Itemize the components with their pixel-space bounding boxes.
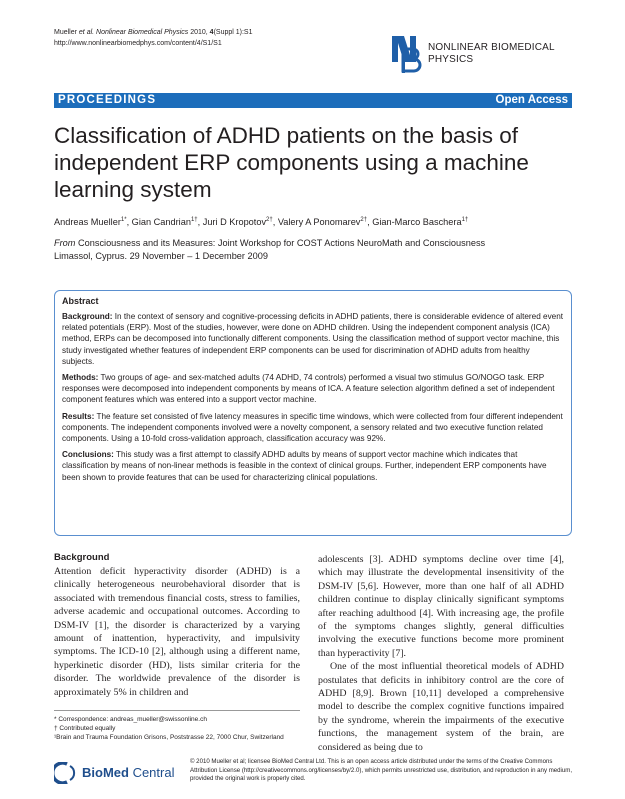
affiliation-note: ¹Brain and Trauma Foundation Grisons, Poststrasse 22, 7000 Chur, Switzerland [54, 734, 284, 741]
abstract-results: Results: The feature set consisted of five latency measures in specific time windows, which were collected from four different independent components. The independent components involved were a novelty component, a sensory related and two executive function related components. Using a 10-fold cross-validation approach, classification accuracy was 92%. [62, 411, 563, 444]
publisher-logo [54, 762, 174, 784]
abstract-conclusions: Conclusions: This study was a first attempt to classify ADHD adults by means of support vector machine which indicates that classification by means of non-linear methods is feasible in the context of clinical groups. Further, independent ERP components have been shown to provide features that can be used for characterizing clinical populations. [62, 450, 547, 482]
cite-authors: Mueller [54, 29, 79, 36]
banner-section-label: PROCEEDINGS [58, 94, 157, 106]
abstract-box [54, 290, 572, 536]
correspondence-note: * Correspondence: andreas_mueller@swissonline.ch [54, 716, 207, 723]
cite-year: 2010, [188, 29, 210, 36]
license-text: © 2010 Mueller et al; licensee BioMed Central Ltd. This is an open access article distributed under the terms of the Creative Commons Attribution License (http://creativecommons.org/licenses/by/2.0), which permits unrestricted use, distribution, and reproduction in any medium, provided the original work is properly cited. [190, 758, 573, 783]
body-paragraph: adolescents [3]. ADHD symptoms decline over time [4], which may illustrate the developmental insensitivity of the DSM-IV [5,6]. However, more than one half of all ADHD children continue to display clinically significant symptoms after reaching adulthood [4]. With increasing age, the profile of the symptoms changes slightly, general difficulties involving the executive functions become more prominent than hyperactivity [7]. [318, 554, 564, 659]
body-left-column [54, 552, 300, 699]
background-heading: Background [54, 552, 110, 563]
conference-source: From Consciousness and its Measures: Joint Workshop for COST Actions NeuroMath and Consciousness Limassol, Cyprus. 29 November – 1 December 2009 [54, 238, 486, 261]
bmc-arc-icon [54, 762, 80, 784]
header-citation [54, 27, 253, 49]
body-right-column [318, 553, 564, 754]
publisher-name: BioMed Central [82, 765, 175, 780]
cite-etal: et al. [78, 29, 95, 36]
nbp-logo-icon [390, 33, 426, 75]
abstract-background: Background: In the context of sensory and cognitive-processing deficits in ADHD patients, there is considerable evidence of altered event related potentials (ERP). Most of the studies, however, were done on ADHD children. Using the independent component analysis (ICA) method, ERPs can be decomposed into functionally different components. Using the classification method of support vector machine, this study investigated whether features of independent ERP components can be used for discrimination of ADHD adults from healthy subjects. [62, 312, 564, 366]
cite-issue: (Suppl 1):S1 [213, 29, 253, 36]
abstract-heading: Abstract [62, 296, 99, 306]
article-title: Classification of ADHD patients on the basis of independent ERP components using a machine learning system [54, 123, 529, 202]
journal-name: NONLINEAR BIOMEDICAL PHYSICS [428, 42, 555, 65]
journal-logo [390, 33, 580, 75]
body-paragraph: One of the most influential theoretical models of ADHD postulates that deficits in inhibitory control are the core of ADHD [8,9]. Brown [10,11] developed a comprehensive model to describe the complex cognitive functions impaired by the syndrome, wherein the impairments of the executive functions, the management system of the brain, are considered as being due to [318, 661, 564, 753]
proceedings-banner [54, 93, 572, 108]
open-access-label: Open Access [495, 94, 568, 106]
cite-journal: Nonlinear Biomedical Physics [94, 29, 189, 36]
cite-volume: 4 [209, 29, 214, 36]
article-url[interactable]: http://www.nonlinearbiomedphys.com/content/4/S1/S1 [54, 40, 222, 47]
author-list: Andreas Mueller$^{1*}$, Gian Candrian$^{1\dagger}$, Juri D Kropotov$^{2\dagger}$, Valery A Ponomarev$^{2\dagger}$, Gian-Marco Baschera$^{1\dagger}$ [54, 217, 469, 228]
equal-contribution-note: † Contributed equally [54, 725, 116, 732]
abstract-methods: Methods: Two groups of age- and sex-matched adults (74 ADHD, 74 controls) performed a visual two stimulus GO/NOGO task. ERP responses were decomposed into independent components by means of ICA. A feature selection algorithm defined a set of independent component features which was entered into a support vector machine. [62, 373, 555, 405]
body-paragraph: Attention deficit hyperactivity disorder (ADHD) is a clinically heterogeneous neurobehavioral disorder that is associated with tremendous financial costs, stress to families, adverse academic and occupational outcomes. According to DSM-IV [1], the disorder is characterized by a varying amount of inattention, hyperactivity, and impulsivity symptoms. The ICD-10 [2], although using a different name, hyperkinetic disorder (HD), lists similar criteria for the disorder. The worldwide prevalence of the disorder is approximately 5% in children and [54, 566, 300, 698]
footnotes [54, 710, 300, 742]
